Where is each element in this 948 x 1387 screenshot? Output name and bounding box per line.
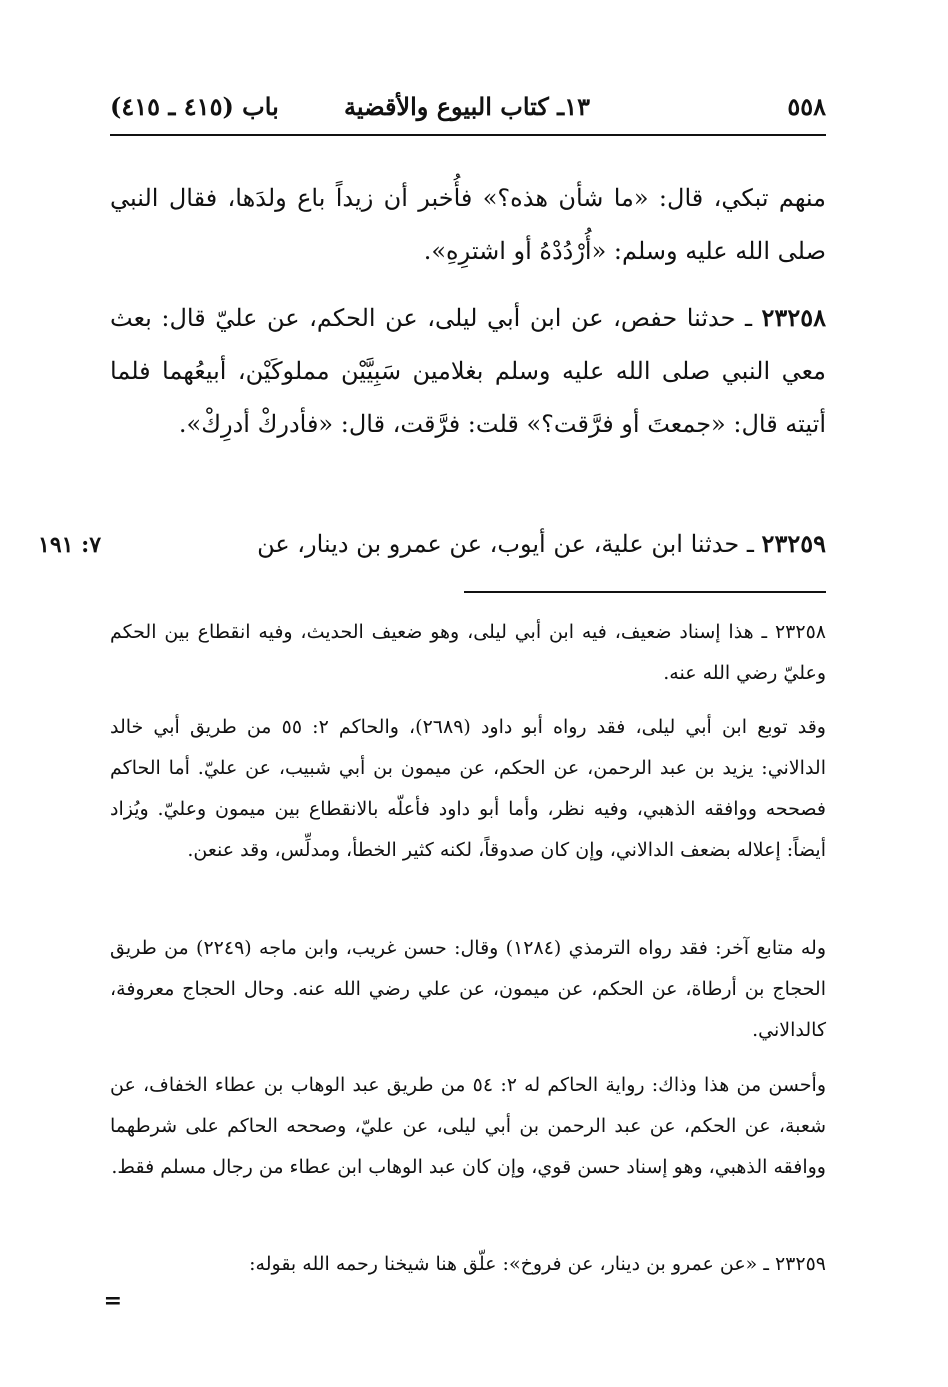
footnote-paragraph: وله متابع آخر: فقد رواه الترمذي (١٢٨٤) وقال: حسن غريب، وابن ماجه (٢٢٤٩) من طريق الحجاج بن أرطاة، عن الحكم، عن ميمون، عن علي رضي الله عنه. وحال الحجاج معروفة، كالدالاني. [110,937,826,1041]
footnote-paragraph: وقد توبع ابن أبي ليلى، فقد رواه أبو داود (٢٦٨٩)، والحاكم ٢: ٥٥ من طريق أبي خالد الدالاني: يزيد بن عبد الرحمن، عن الحكم، عن ميمون بن أبي شبيب، عن عليّ. أما الحاكم فصححه ووافقه الذهبي، وفيه نظر، وأما أبو داود فأعلّه بالانقطاع بين ميمون وعليّ. ويُزاد أيضاً: إعلاله بضعف الدالاني، وإن كان صدوقاً، لكنه كثير الخطأ، ومدلِّس، وقد عنعن. [110,716,826,861]
intro-paragraph [110,172,826,278]
footnote-paragraph: ٢٣٢٥٨ ـ هذا إسناد ضعيف، فيه ابن أبي ليلى، وهو ضعيف الحديث، وفيه انقطاع بين الحكم وعليّ رضي الله عنه. [110,621,826,684]
chapter-range: باب (٤١٥ ـ ٤١٥) [110,92,279,121]
intro-text: منهم تبكي، قال: «ما شأن هذه؟» فأُخبر أن زيداً باع ولدَها، فقال النبي صلى الله عليه وسلم: «أُرْدُدْهُ أو اشترِهِ». [110,184,826,265]
hadith-number: ٢٣٢٥٩ [761,529,826,558]
page-header [110,88,826,128]
hadith-number: ٢٣٢٥٨ [761,303,826,332]
margin-reference: ٧: ١٩١ [38,532,102,558]
continuation-mark: = [103,1288,122,1314]
hadith-text: ـ حدثنا ابن علية، عن أيوب، عن عمرو بن دينار، عن [257,530,754,558]
footnote-paragraph: ٢٣٢٥٩ ـ «عن عمرو بن دينار، عن فروخ»: علّق هنا شيخنا رحمه الله بقوله: [249,1253,826,1275]
hadith-23259 [110,517,826,571]
footnote-divider [464,591,826,593]
hadith-text: ـ حدثنا حفص، عن ابن أبي ليلى، عن الحكم، عن عليّ قال: بعث معي النبي صلى الله عليه وسلم بغلامين سَبِيَّيْن مملوكَيْن، أبيعُهما فلما أتيته قال: «جمعتَ أو فرَّقت؟» قلت: فرَّقت، قال: «فأدركْ أدرِكْ». [110,304,827,438]
page-number: ٥٥٨ [787,92,826,121]
hadith-23258 [110,291,826,451]
header-divider [110,134,826,136]
footnote-paragraph: وأحسن من هذا وذاك: رواية الحاكم له ٢: ٥٤ من طريق عبد الوهاب بن عطاء الخفاف، عن شعبة، عن الحكم، عن عبد الرحمن بن أبي ليلى، عن عليّ، وصححه الحاكم على شرطهما ووافقه الذهبي، وهو إسناد حسن قوي، وإن كان عبد الوهاب ابن عطاء من رجال مسلم فقط. [110,1074,826,1178]
book-title: ١٣ـ كتاب البيوع والأقضية [344,92,590,121]
